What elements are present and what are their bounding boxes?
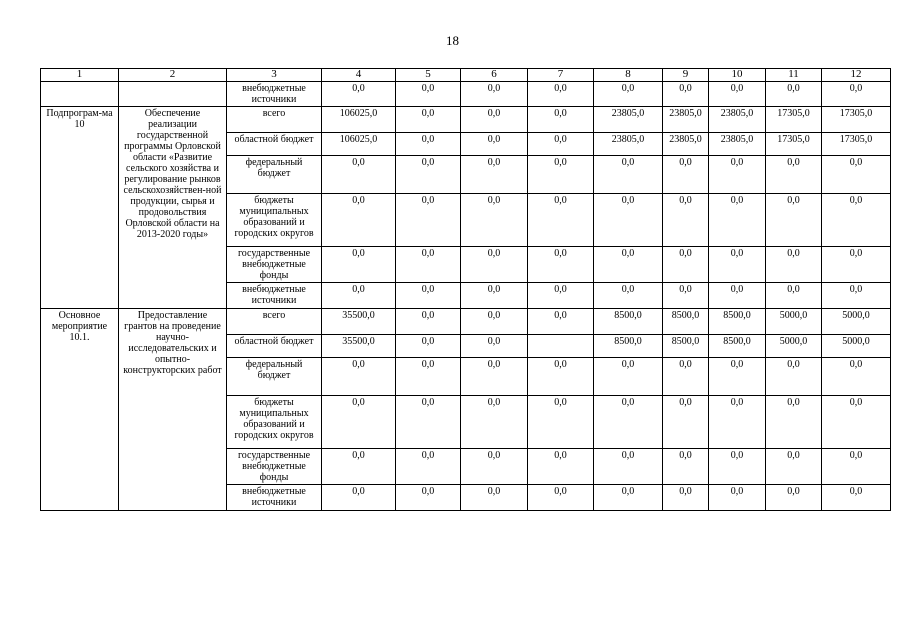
value-cell: 5000,0	[766, 309, 822, 335]
value-cell: 0,0	[822, 156, 891, 194]
column-number: 5	[396, 69, 461, 82]
column-number: 3	[227, 69, 322, 82]
value-cell: 0,0	[396, 335, 461, 358]
value-cell: 0,0	[766, 247, 822, 283]
value-cell: 0,0	[663, 283, 709, 309]
value-cell: 0,0	[663, 82, 709, 107]
value-cell: 0,0	[594, 247, 663, 283]
value-cell: 0,0	[528, 396, 594, 449]
header-row	[41, 69, 891, 82]
value-cell: 0,0	[528, 107, 594, 133]
value-cell: 0,0	[766, 449, 822, 485]
value-cell: 0,0	[396, 283, 461, 309]
value-cell: 0,0	[822, 358, 891, 396]
source-cell: всего	[227, 309, 322, 335]
value-cell: 8500,0	[709, 335, 766, 358]
value-cell: 8500,0	[709, 309, 766, 335]
value-cell: 0,0	[322, 247, 396, 283]
value-cell: 23805,0	[709, 133, 766, 156]
value-cell: 0,0	[528, 358, 594, 396]
value-cell: 0,0	[663, 194, 709, 247]
source-cell: государственные внебюджетные фонды	[227, 247, 322, 283]
value-cell: 0,0	[709, 485, 766, 511]
value-cell: 0,0	[396, 309, 461, 335]
value-cell: 17305,0	[766, 133, 822, 156]
value-cell: 17305,0	[766, 107, 822, 133]
value-cell: 0,0	[766, 82, 822, 107]
value-cell: 0,0	[709, 247, 766, 283]
value-cell: 35500,0	[322, 335, 396, 358]
value-cell: 0,0	[822, 194, 891, 247]
value-cell: 0,0	[528, 309, 594, 335]
value-cell: 0,0	[396, 396, 461, 449]
source-cell: внебюджетные источники	[227, 82, 322, 107]
value-cell: 0,0	[663, 358, 709, 396]
value-cell: 0,0	[528, 283, 594, 309]
value-cell: 0,0	[322, 358, 396, 396]
source-cell: бюджеты муниципальных образований и городских округов	[227, 396, 322, 449]
value-cell: 0,0	[528, 82, 594, 107]
value-cell: 0,0	[822, 82, 891, 107]
value-cell: 0,0	[461, 335, 528, 358]
value-cell: 23805,0	[594, 107, 663, 133]
value-cell: 0,0	[322, 194, 396, 247]
column-number: 12	[822, 69, 891, 82]
value-cell: 0,0	[528, 133, 594, 156]
value-cell: 0,0	[709, 156, 766, 194]
value-cell: 5000,0	[822, 309, 891, 335]
value-cell: 0,0	[396, 133, 461, 156]
value-cell: 0,0	[709, 358, 766, 396]
source-cell: бюджеты муниципальных образований и городских округов	[227, 194, 322, 247]
value-cell: 0,0	[396, 107, 461, 133]
value-cell: 0,0	[528, 485, 594, 511]
value-cell: 0,0	[766, 485, 822, 511]
value-cell: 0,0	[663, 156, 709, 194]
item-code: Основное мероприятие 10.1.	[41, 309, 119, 511]
column-number: 1	[41, 69, 119, 82]
value-cell: 0,0	[322, 156, 396, 194]
source-cell: внебюджетные источники	[227, 485, 322, 511]
column-number: 8	[594, 69, 663, 82]
value-cell: 0,0	[396, 156, 461, 194]
value-cell: 0,0	[528, 247, 594, 283]
value-cell: 0,0	[322, 485, 396, 511]
value-cell: 0,0	[594, 82, 663, 107]
value-cell: 0,0	[766, 358, 822, 396]
value-cell: 23805,0	[663, 133, 709, 156]
budget-table	[40, 68, 891, 511]
value-cell: 0,0	[461, 107, 528, 133]
source-cell: областной бюджет	[227, 335, 322, 358]
value-cell: 0,0	[663, 449, 709, 485]
value-cell: 0,0	[822, 283, 891, 309]
value-cell: 17305,0	[822, 107, 891, 133]
value-cell: 0,0	[594, 358, 663, 396]
value-cell: 0,0	[766, 283, 822, 309]
value-cell: 0,0	[322, 82, 396, 107]
value-cell: 0,0	[396, 82, 461, 107]
value-cell: 0,0	[709, 283, 766, 309]
value-cell: 17305,0	[822, 133, 891, 156]
value-cell: 23805,0	[594, 133, 663, 156]
value-cell: 0,0	[594, 156, 663, 194]
continued-row	[41, 82, 891, 107]
value-cell: 0,0	[396, 194, 461, 247]
source-cell: федеральный бюджет	[227, 156, 322, 194]
value-cell: 0,0	[461, 194, 528, 247]
value-cell: 0,0	[461, 449, 528, 485]
value-cell: 23805,0	[663, 107, 709, 133]
value-cell: 0,0	[461, 309, 528, 335]
value-cell: 0,0	[663, 247, 709, 283]
column-number: 6	[461, 69, 528, 82]
value-cell: 0,0	[594, 283, 663, 309]
column-number: 2	[119, 69, 227, 82]
value-cell: 0,0	[461, 485, 528, 511]
value-cell: 0,0	[528, 449, 594, 485]
value-cell: 0,0	[396, 247, 461, 283]
column-number: 10	[709, 69, 766, 82]
column-number: 9	[663, 69, 709, 82]
item-title: Обеспечение реализации государственной программы Орловской области «Развитие сельского хозяйства и регулирование рынков сельскохозяйствен-ной продукции, сырья и продовольствия Орловской области на 2013-2020 годы»	[119, 107, 227, 309]
value-cell: 106025,0	[322, 107, 396, 133]
source-cell: федеральный бюджет	[227, 358, 322, 396]
value-cell: 23805,0	[709, 107, 766, 133]
value-cell: 0,0	[766, 194, 822, 247]
value-cell: 0,0	[663, 396, 709, 449]
table-row	[41, 309, 891, 335]
value-cell: 8500,0	[594, 309, 663, 335]
source-cell: государственные внебюджетные фонды	[227, 449, 322, 485]
value-cell: 0,0	[709, 194, 766, 247]
value-cell: 5000,0	[822, 335, 891, 358]
value-cell: 0,0	[461, 133, 528, 156]
value-cell: 0,0	[322, 396, 396, 449]
table-row	[41, 107, 891, 133]
value-cell: 0,0	[461, 82, 528, 107]
value-cell: 0,0	[396, 485, 461, 511]
value-cell: 0,0	[594, 194, 663, 247]
value-cell: 0,0	[461, 358, 528, 396]
page-number: 18	[446, 33, 459, 48]
column-number: 7	[528, 69, 594, 82]
value-cell: 8500,0	[594, 335, 663, 358]
value-cell: 0,0	[709, 82, 766, 107]
value-cell: 0,0	[322, 283, 396, 309]
value-cell: 0,0	[594, 449, 663, 485]
source-cell: внебюджетные источники	[227, 283, 322, 309]
source-cell: областной бюджет	[227, 133, 322, 156]
value-cell: 0,0	[822, 396, 891, 449]
value-cell: 0,0	[461, 156, 528, 194]
item-code: Подпрограм-ма 10	[41, 107, 119, 309]
value-cell: 0,0	[461, 283, 528, 309]
value-cell: 0,0	[822, 485, 891, 511]
column-number: 11	[766, 69, 822, 82]
empty-title-cell	[119, 82, 227, 107]
value-cell: 0,0	[766, 156, 822, 194]
empty-code-cell	[41, 82, 119, 107]
value-cell: 0,0	[461, 247, 528, 283]
value-cell: 0,0	[461, 396, 528, 449]
source-cell: всего	[227, 107, 322, 133]
value-cell: 106025,0	[322, 133, 396, 156]
value-cell: 0,0	[822, 449, 891, 485]
value-cell: 0,0	[822, 247, 891, 283]
value-cell: 0,0	[322, 449, 396, 485]
value-cell: 0,0	[396, 449, 461, 485]
value-cell: 0,0	[766, 396, 822, 449]
value-cell: 0,0	[594, 396, 663, 449]
value-cell: 0,0	[709, 396, 766, 449]
column-number: 4	[322, 69, 396, 82]
value-cell: 0,0	[709, 449, 766, 485]
value-cell: 0,0	[594, 485, 663, 511]
value-cell: 5000,0	[766, 335, 822, 358]
value-cell: 0,0	[528, 156, 594, 194]
value-cell: 0,0	[528, 194, 594, 247]
value-cell: 8500,0	[663, 309, 709, 335]
value-cell	[528, 335, 594, 358]
value-cell: 0,0	[663, 485, 709, 511]
value-cell: 35500,0	[322, 309, 396, 335]
item-title: Предоставление грантов на проведение научно-исследовательских и опытно-конструкторских работ	[119, 309, 227, 511]
value-cell: 0,0	[396, 358, 461, 396]
value-cell: 8500,0	[663, 335, 709, 358]
